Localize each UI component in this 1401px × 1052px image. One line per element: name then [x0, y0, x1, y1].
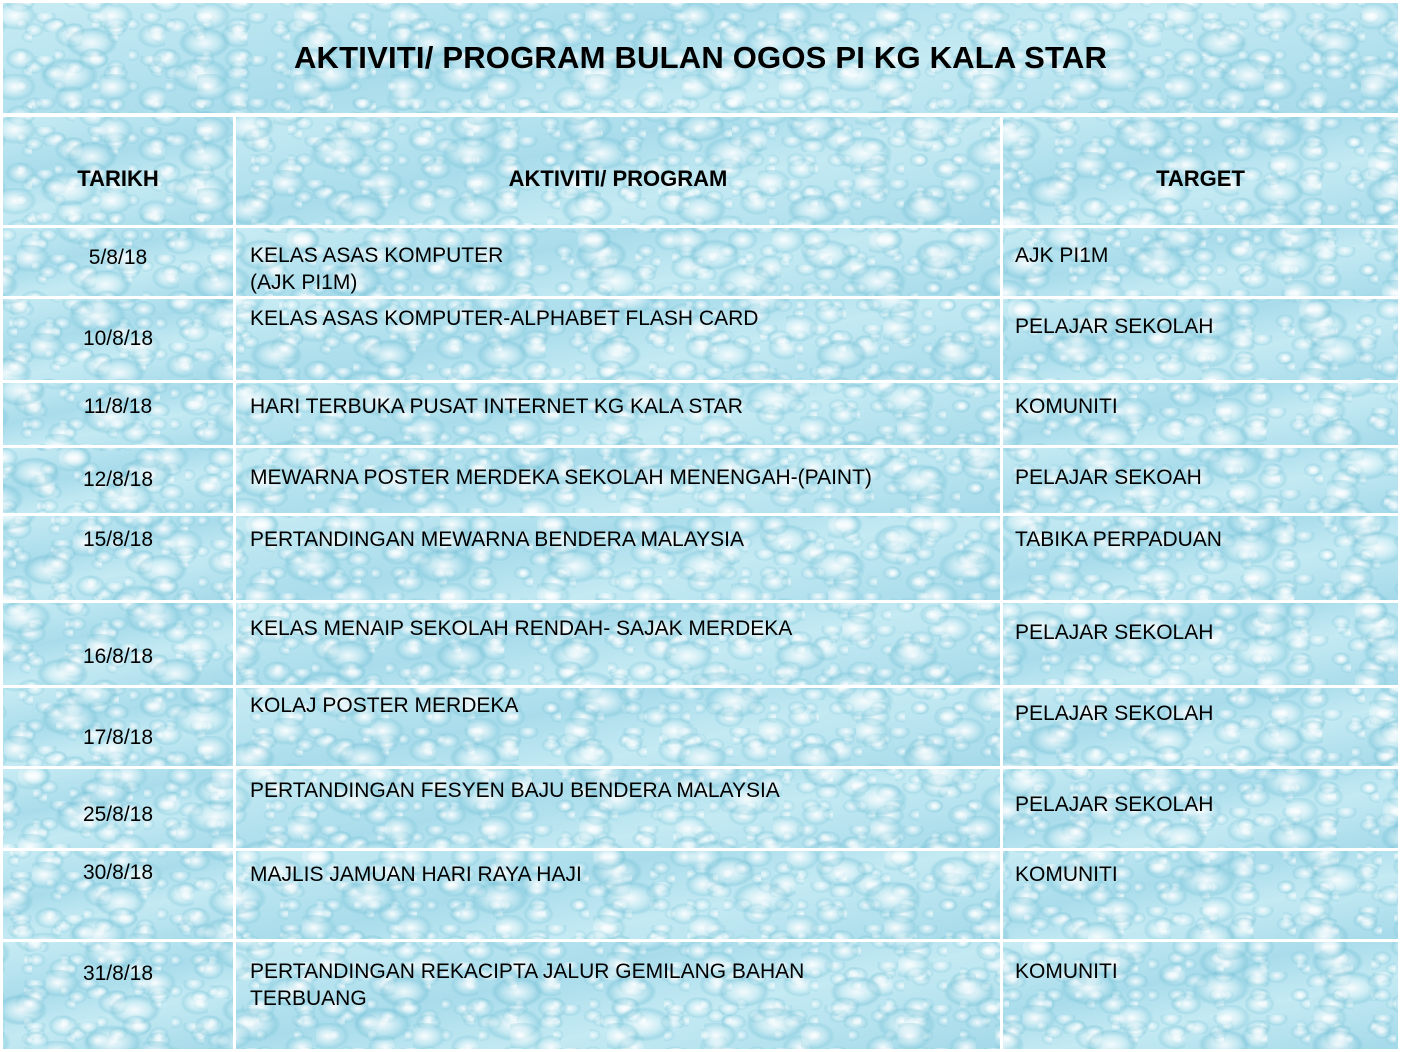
cell-target-text: KOMUNITI — [1015, 395, 1118, 418]
cell-aktiviti-text: KOLAJ POSTER MERDEKA — [250, 694, 519, 717]
table-header-row — [3, 117, 1398, 225]
cell-aktiviti — [236, 688, 1000, 766]
cell-aktiviti-text: PERTANDINGAN REKACIPTA JALUR GEMILANG BAHAN TERBUANG — [250, 960, 805, 1011]
cell-aktiviti-text: MAJLIS JAMUAN HARI RAYA HAJI — [250, 863, 582, 886]
cell-aktiviti — [236, 603, 1000, 685]
table-row — [3, 942, 1398, 1049]
column-header-target — [1003, 117, 1398, 225]
table-row — [3, 448, 1398, 513]
cell-tarikh — [3, 851, 233, 939]
cell-aktiviti-text: KELAS ASAS KOMPUTER-ALPHABET FLASH CARD — [250, 307, 759, 330]
cell-aktiviti-text: MEWARNA POSTER MERDEKA SEKOLAH MENENGAH-(PAINT) — [250, 466, 872, 489]
cell-aktiviti — [236, 769, 1000, 848]
table-row — [3, 383, 1398, 445]
cell-target — [1003, 688, 1398, 766]
cell-tarikh-text: 17/8/18 — [82, 726, 154, 749]
cell-tarikh-text: 10/8/18 — [82, 327, 154, 350]
cell-aktiviti — [236, 383, 1000, 445]
cell-aktiviti-text: PERTANDINGAN FESYEN BAJU BENDERA MALAYSIA — [250, 779, 780, 802]
cell-target-text: PELAJAR SEKOLAH — [1015, 315, 1214, 338]
table-row — [3, 228, 1398, 296]
table-row — [3, 688, 1398, 766]
cell-tarikh — [3, 769, 233, 848]
cell-tarikh-text: 15/8/18 — [82, 528, 154, 551]
page-title: AKTIVITI/ PROGRAM BULAN OGOS PI KG KALA STAR — [293, 40, 1108, 75]
cell-target — [1003, 942, 1398, 1049]
cell-tarikh — [3, 942, 233, 1049]
cell-aktiviti — [236, 299, 1000, 380]
document-title-band — [3, 3, 1398, 113]
cell-tarikh-text: 5/8/18 — [88, 246, 148, 269]
cell-target-text: AJK PI1M — [1015, 244, 1109, 267]
cell-tarikh-text: 11/8/18 — [83, 395, 153, 418]
cell-target-text: PELAJAR SEKOLAH — [1015, 793, 1214, 816]
cell-target — [1003, 228, 1398, 296]
cell-aktiviti — [236, 448, 1000, 513]
cell-tarikh-text: 16/8/18 — [82, 645, 154, 668]
cell-tarikh-text: 25/8/18 — [82, 803, 154, 826]
cell-aktiviti — [236, 851, 1000, 939]
cell-aktiviti-text: PERTANDINGAN MEWARNA BENDERA MALAYSIA — [250, 528, 744, 551]
cell-tarikh — [3, 603, 233, 685]
cell-target-text: KOMUNITI — [1015, 863, 1118, 886]
table-row — [3, 516, 1398, 600]
column-header-aktiviti-text: AKTIVITI/ PROGRAM — [508, 166, 728, 191]
cell-tarikh — [3, 383, 233, 445]
column-header-target-text: TARGET — [1156, 166, 1245, 191]
cell-target — [1003, 383, 1398, 445]
cell-target-text: TABIKA PERPADUAN — [1015, 528, 1222, 551]
cell-target-text: PELAJAR SEKOLAH — [1015, 621, 1214, 644]
cell-target-text: PELAJAR SEKOAH — [1015, 466, 1202, 489]
cell-tarikh — [3, 299, 233, 380]
cell-tarikh — [3, 228, 233, 296]
cell-target-text: KOMUNITI — [1015, 960, 1118, 983]
column-header-aktiviti — [236, 117, 1000, 225]
cell-aktiviti-text: KELAS ASAS KOMPUTER (AJK PI1M) — [250, 244, 504, 295]
cell-aktiviti — [236, 942, 1000, 1049]
cell-tarikh-text: 31/8/18 — [82, 962, 154, 985]
column-header-tarikh — [3, 117, 233, 225]
cell-tarikh — [3, 516, 233, 600]
table-row — [3, 851, 1398, 939]
cell-target — [1003, 851, 1398, 939]
cell-aktiviti — [236, 516, 1000, 600]
cell-target — [1003, 769, 1398, 848]
table-row — [3, 769, 1398, 848]
cell-target — [1003, 603, 1398, 685]
cell-target — [1003, 299, 1398, 380]
table-row — [3, 603, 1398, 685]
cell-tarikh-text: 12/8/18 — [82, 468, 154, 491]
cell-tarikh-text: 30/8/18 — [82, 861, 154, 884]
cell-tarikh — [3, 448, 233, 513]
cell-aktiviti-text: KELAS MENAIP SEKOLAH RENDAH- SAJAK MERDEKA — [250, 617, 793, 640]
cell-aktiviti-text: HARI TERBUKA PUSAT INTERNET KG KALA STAR — [250, 395, 743, 418]
table-row — [3, 299, 1398, 380]
column-header-tarikh-text: TARIKH — [77, 166, 159, 191]
cell-target — [1003, 448, 1398, 513]
cell-aktiviti — [236, 228, 1000, 296]
cell-tarikh — [3, 688, 233, 766]
cell-target — [1003, 516, 1398, 600]
activity-schedule-table — [3, 117, 1398, 1049]
cell-target-text: PELAJAR SEKOLAH — [1015, 702, 1214, 725]
